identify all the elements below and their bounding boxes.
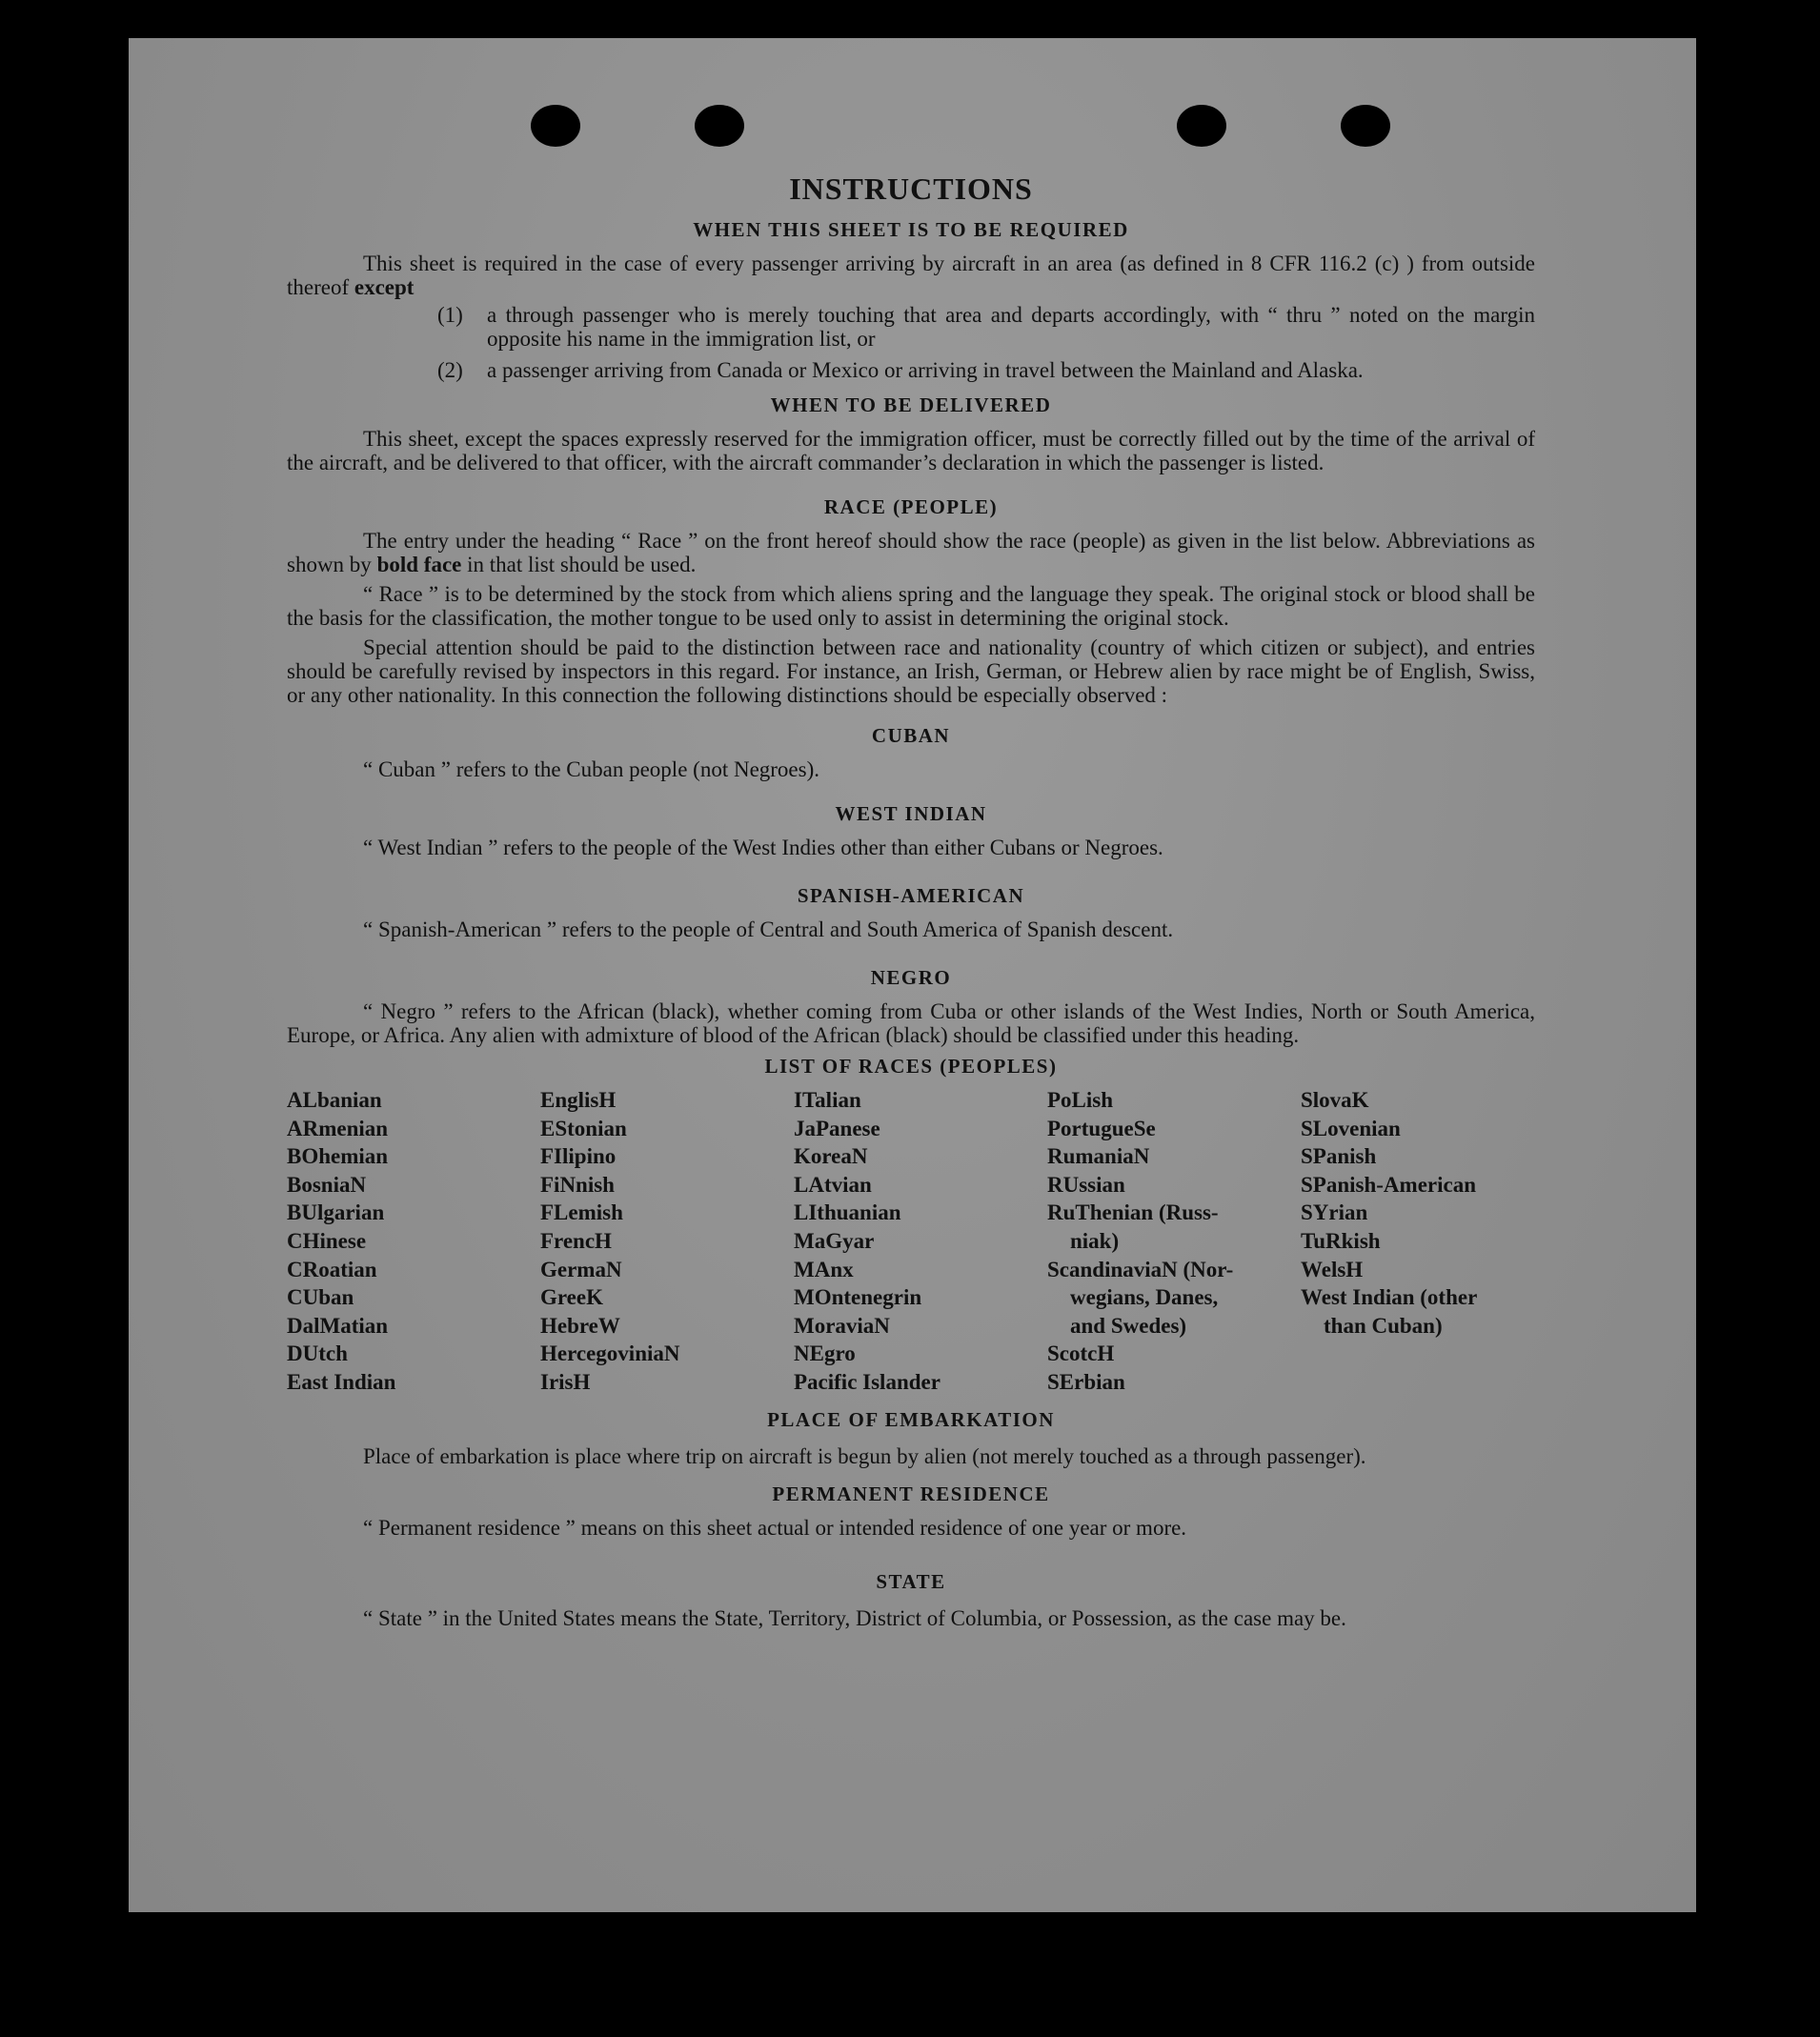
- exception-item-1: (1) a through passenger who is merely touching that area and departs accordingly, with “ thru ” noted on the margin opposite his name in the immigration list, or: [437, 303, 1535, 351]
- race-list-item: MAnx: [794, 1257, 854, 1281]
- race-list-item: BOhemian: [287, 1144, 389, 1169]
- race-list-item: SErbian: [1047, 1369, 1125, 1394]
- section-heading-list-of-races: LIST OF RACES (PEOPLES): [764, 1055, 1058, 1078]
- race-list-item: MaGyar: [794, 1228, 875, 1253]
- race-list-item: BosniaN: [287, 1172, 367, 1197]
- races-column-4: [1047, 1086, 1301, 1397]
- race-list-item: EnglisH: [540, 1088, 617, 1112]
- section-heading-negro: NEGRO: [870, 966, 952, 989]
- section-heading-west-indian: WEST INDIAN: [835, 802, 987, 825]
- race-list-item: ITalian: [794, 1088, 861, 1112]
- exception-item-2: (2) a passenger arriving from Canada or Mexico or arriving in travel between the Mainland and Alaska.: [437, 358, 1364, 382]
- section-heading-race: RACE (PEOPLE): [823, 495, 999, 518]
- race-list-item: than Cuban): [1324, 1313, 1443, 1338]
- race-list-item: CRoatian: [287, 1257, 377, 1281]
- race-list-item: niak): [1070, 1228, 1120, 1253]
- punch-hole: [1341, 105, 1390, 147]
- section-heading-when-required: WHEN THIS SHEET IS TO BE REQUIRED: [693, 218, 1129, 241]
- race-list-item: ARmenian: [287, 1116, 389, 1140]
- punch-hole: [695, 105, 744, 147]
- race-list-item: West Indian (other: [1301, 1285, 1478, 1310]
- race-list-item: GreeK: [540, 1285, 603, 1310]
- race-list-item: LAtvian: [794, 1172, 872, 1197]
- races-column-3: [794, 1086, 1047, 1397]
- instructions-content: [287, 171, 1535, 1633]
- race-paragraph-3: Special attention should be paid to the distinction between race and nationality (country of which citizen or subject), and entries should be carefully revised by inspectors in this regard. For instance, an Irish, German, or Hebrew alien by race might be of English, Swiss, or any other nationality. In this connection the following distinctions should be especially observed :: [287, 635, 1535, 707]
- state-text: “ State ” in the United States means the State, Territory, District of Columbia, or Possession, as the case may be.: [363, 1605, 1346, 1630]
- cuban-text: “ Cuban ” refers to the Cuban people (not Negroes).: [363, 757, 820, 781]
- section-heading-embarkation: PLACE OF EMBARKATION: [767, 1407, 1055, 1431]
- races-column-2: [540, 1086, 794, 1397]
- race-list-item: SYrian: [1301, 1200, 1368, 1225]
- race-list-item: FLemish: [540, 1200, 623, 1225]
- race-paragraph-1: The entry under the heading “ Race ” on the front hereof should show the race (people) as given in the list below. Abbreviations as shown by bold face in that list should be used.: [287, 529, 1535, 576]
- race-list-item: IrisH: [540, 1369, 591, 1394]
- race-list-item: ScandinaviaN (Nor-: [1047, 1257, 1234, 1281]
- race-paragraph-2: “ Race ” is to be determined by the stock from which aliens spring and the language they speak. The original stock or blood shall be the basis for the classification, the mother tongue to be used only to assist in determining the original stock.: [287, 582, 1535, 630]
- race-list-item: MOntenegrin: [794, 1285, 922, 1310]
- race-list-item: EStonian: [540, 1116, 627, 1140]
- race-list-item: MoraviaN: [794, 1313, 890, 1338]
- race-list-item: PortugueSe: [1047, 1116, 1156, 1140]
- race-list-item: JaPanese: [794, 1116, 880, 1140]
- race-list-item: PoLish: [1047, 1088, 1114, 1112]
- race-list-item: ScotcH: [1047, 1341, 1115, 1366]
- race-list-item: LIthuanian: [794, 1200, 901, 1225]
- race-list-item: BUlgarian: [287, 1200, 385, 1225]
- race-list-item: SlovaK: [1301, 1088, 1369, 1112]
- race-list-item: SPanish-American: [1301, 1172, 1476, 1197]
- race-list-item: RuThenian (Russ-: [1047, 1200, 1219, 1225]
- races-column-5: [1301, 1086, 1554, 1397]
- race-list-item: East Indian: [287, 1369, 396, 1394]
- section-heading-state: STATE: [876, 1569, 946, 1593]
- section-heading-when-delivered: WHEN TO BE DELIVERED: [770, 393, 1052, 416]
- race-list-item: wegians, Danes,: [1070, 1285, 1219, 1310]
- spanish-american-text: “ Spanish-American ” refers to the people of Central and South America of Spanish descent.: [363, 918, 1174, 941]
- races-list: [287, 1086, 1554, 1397]
- race-list-item: RumaniaN: [1047, 1144, 1150, 1169]
- section-heading-cuban: CUBAN: [871, 724, 951, 747]
- race-list-item: DalMatian: [287, 1313, 389, 1338]
- race-list-item: Pacific Islander: [794, 1369, 940, 1394]
- punch-hole: [1177, 105, 1226, 147]
- page-title: INSTRUCTIONS: [789, 171, 1033, 206]
- race-list-item: SPanish: [1301, 1144, 1377, 1169]
- race-list-item: SLovenian: [1301, 1116, 1401, 1140]
- race-list-item: FiNnish: [540, 1172, 615, 1197]
- race-list-item: KoreaN: [794, 1144, 868, 1169]
- race-list-item: NEgro: [794, 1341, 856, 1366]
- punch-hole: [531, 105, 580, 147]
- embarkation-text: Place of embarkation is place where trip on aircraft is begun by alien (not merely touched as a through passenger).: [363, 1443, 1366, 1468]
- race-list-item: RUssian: [1047, 1172, 1125, 1197]
- negro-text: “ Negro ” refers to the African (black), whether coming from Cuba or other islands of the West Indies, North or South America, Europe, or Africa. Any alien with admixture of blood of the African (black) should be classified under this heading.: [287, 999, 1535, 1047]
- race-list-item: FIlipino: [540, 1144, 617, 1169]
- race-list-item: CUban: [287, 1285, 354, 1310]
- race-list-item: FrencH: [540, 1228, 612, 1253]
- race-list-item: CHinese: [287, 1228, 367, 1253]
- race-list-item: WelsH: [1301, 1257, 1364, 1281]
- race-list-item: HebreW: [540, 1313, 620, 1338]
- when-required-intro: This sheet is required in the case of every passenger arriving by aircraft in an area (as defined in 8 CFR 116.2 (c) ) from outside thereof except: [287, 252, 1535, 299]
- section-heading-residence: PERMANENT RESIDENCE: [772, 1482, 1050, 1505]
- when-delivered-text: This sheet, except the spaces expressly reserved for the immigration officer, must be correctly filled out by the time of the arrival of the aircraft, and be delivered to that officer, with the aircraft commander’s declaration in which the passenger is listed.: [287, 427, 1535, 474]
- west-indian-text: “ West Indian ” refers to the people of the West Indies other than either Cubans or Negroes.: [363, 836, 1163, 859]
- race-list-item: GermaN: [540, 1257, 622, 1281]
- document-sheet: [129, 38, 1696, 1912]
- race-list-item: HercegoviniaN: [540, 1341, 680, 1366]
- section-heading-spanish-american: SPANISH-AMERICAN: [797, 884, 1025, 907]
- race-list-item: DUtch: [287, 1341, 348, 1366]
- race-list-item: TuRkish: [1301, 1228, 1381, 1253]
- race-list-item: and Swedes): [1070, 1313, 1187, 1338]
- race-list-item: ALbanian: [287, 1088, 382, 1112]
- races-column-1: [287, 1086, 540, 1397]
- residence-text: “ Permanent residence ” means on this sheet actual or intended residence of one year or more.: [363, 1515, 1187, 1540]
